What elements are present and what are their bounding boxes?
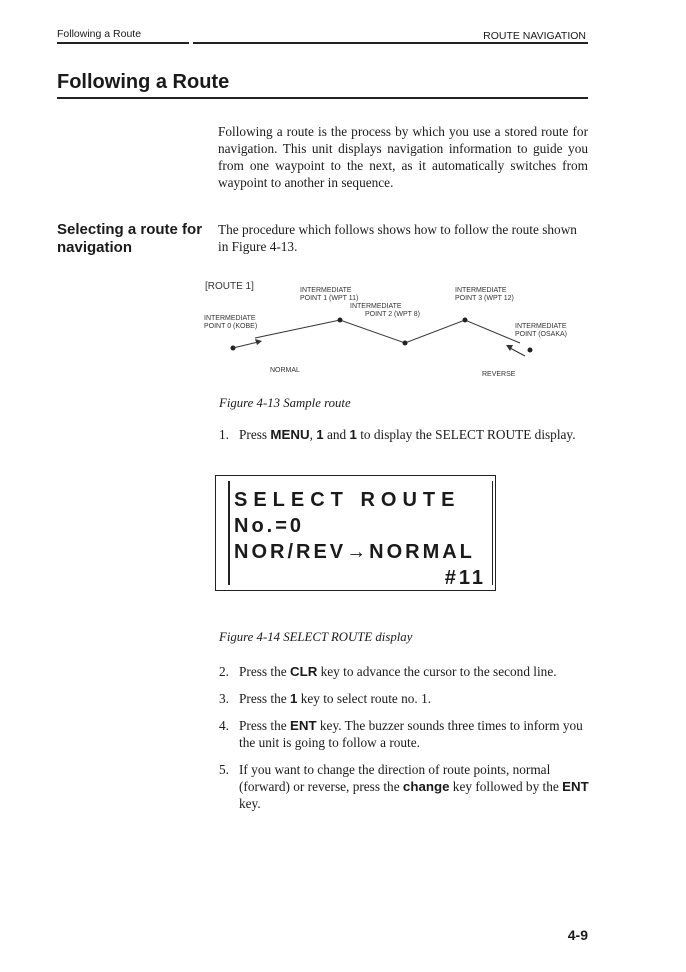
route-label: [ROUTE 1] xyxy=(205,281,254,292)
point2-label-b: POINT 2 (WPT 8) xyxy=(365,311,420,318)
normal-label: NORMAL xyxy=(270,367,300,374)
lcd-line-1: SELECT ROUTE xyxy=(234,489,461,511)
reverse-arrow-head xyxy=(506,345,513,351)
page-number: 4-9 xyxy=(567,927,588,943)
running-header-left: Following a Route xyxy=(57,28,142,40)
running-header-right: ROUTE NAVIGATION xyxy=(483,30,586,42)
ent-key-2: ENT xyxy=(562,779,589,794)
step-4: 4. Press the ENT key. The buzzer sounds three times to inform you the unit is going to follow a route. xyxy=(219,718,583,750)
step-3: 3. Press the 1 key to select route no. 1. xyxy=(219,691,432,706)
page-title: Following a Route xyxy=(57,71,230,93)
key-1b: 1 xyxy=(349,427,357,442)
intro-paragraph: Following a route is the process by which you use a stored route for navigation. This unit displays navigation information to guide you from one waypoint to the next, as it automatically switches from waypoint to another in sequence. xyxy=(218,124,588,190)
reverse-label: REVERSE xyxy=(482,371,516,378)
point2-label-a: INTERMEDIATE xyxy=(350,303,402,310)
normal-arrow-head xyxy=(255,339,262,345)
lcd-line-4: #11 xyxy=(444,567,486,589)
point3-label-a: INTERMEDIATE xyxy=(455,287,507,294)
step-5: 5. If you want to change the direction of route points, normal (forward) or reverse, press the change key followed by the ENT key. xyxy=(219,762,589,811)
lcd-line-2: No.=0 xyxy=(234,515,305,537)
point0-label-b: POINT 0 (KOBE) xyxy=(204,323,258,330)
normal-arrow-line xyxy=(233,342,258,348)
waypoint-2-dot xyxy=(403,341,408,346)
point0-label-a: INTERMEDIATE xyxy=(204,315,256,322)
ent-key: ENT xyxy=(289,718,317,733)
section-heading: Selecting a route for navigation xyxy=(57,221,203,256)
step-1-number: 1. xyxy=(219,427,229,442)
route-diagram xyxy=(200,278,600,388)
step-2: 2. Press the CLR key to advance the cursor to the second line. xyxy=(219,664,557,679)
figure-4-13-caption: Figure 4-13 Sample route xyxy=(219,396,351,410)
route-line xyxy=(255,320,520,343)
lcd-screen xyxy=(228,481,493,589)
key-1: 1 xyxy=(316,427,324,442)
title-rule xyxy=(57,97,588,99)
point1-label-a: INTERMEDIATE xyxy=(300,287,352,294)
header-rule-left xyxy=(57,42,189,44)
header-rule-right xyxy=(193,42,588,44)
menu-key: MENU xyxy=(270,427,310,442)
end-dot xyxy=(528,348,533,353)
change-key: change xyxy=(402,779,450,794)
waypoint-1-dot xyxy=(338,318,343,323)
select-route-display xyxy=(215,475,496,591)
figure-4-14-caption: Figure 4-14 SELECT ROUTE display xyxy=(219,630,413,644)
step-1: 1. Press MENU, 1 and 1 to display the SELECT ROUTE display. xyxy=(219,427,576,442)
one-key: 1 xyxy=(289,691,298,706)
point3-label-b: POINT 3 (WPT 12) xyxy=(455,295,514,302)
clr-key: CLR xyxy=(289,664,318,679)
point4-label-b: POINT (OSAKA) xyxy=(515,331,567,338)
section-text: The procedure which follows shows how to follow the route shown in Figure 4-13. xyxy=(218,222,577,254)
point4-label-a: INTERMEDIATE xyxy=(515,323,567,330)
point1-label-b: POINT 1 (WPT 11) xyxy=(300,295,359,302)
lcd-line-3: NOR/REV→NORMAL xyxy=(234,541,475,563)
reverse-arrow-line xyxy=(510,348,525,356)
waypoint-3-dot xyxy=(463,318,468,323)
